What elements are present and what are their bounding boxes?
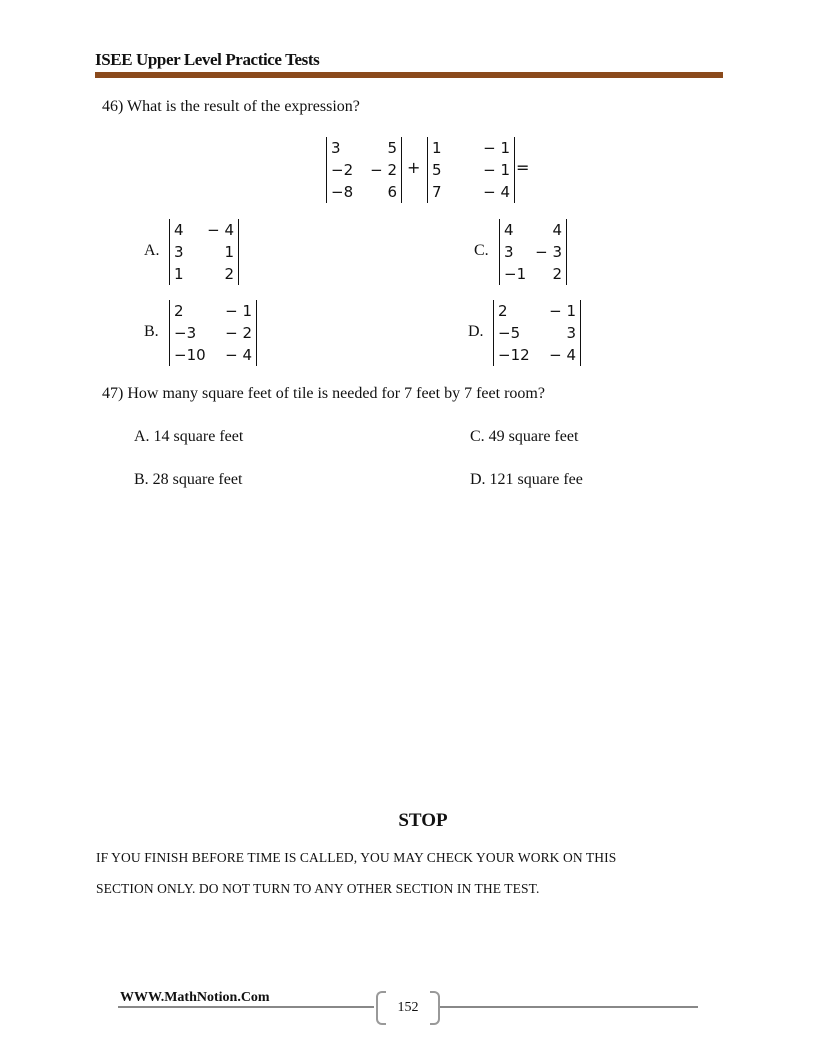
footer-site: WWW.MathNotion.Com bbox=[120, 990, 270, 1005]
matrix-cell: − 4 bbox=[549, 346, 576, 364]
question-47-prompt: 47) How many square feet of tile is needed for 7 feet by 7 feet room? bbox=[102, 385, 545, 402]
matrix-row bbox=[432, 137, 510, 159]
matrix-cell: 1 bbox=[224, 243, 234, 261]
plus-sign: + bbox=[407, 158, 421, 177]
matrix-row bbox=[174, 263, 234, 285]
matrix-cell: 3 bbox=[331, 139, 341, 157]
matrix-cell: 1 bbox=[174, 265, 184, 283]
matrix-cell: 4 bbox=[552, 221, 562, 239]
matrix-a bbox=[326, 137, 402, 203]
option-c-matrix bbox=[499, 219, 567, 285]
q47-option-b[interactable]: B. 28 square feet bbox=[134, 471, 243, 488]
matrix-row bbox=[331, 181, 397, 203]
matrix-cell: 7 bbox=[432, 183, 442, 201]
stop-notice-line-2: SECTION ONLY. DO NOT TURN TO ANY OTHER SECTION IN THE TEST. bbox=[96, 881, 540, 896]
matrix-row bbox=[174, 322, 252, 344]
matrix-row bbox=[331, 159, 397, 181]
matrix-row bbox=[498, 300, 576, 322]
matrix-row bbox=[174, 344, 252, 366]
matrix-cell: −1 bbox=[504, 265, 527, 283]
matrix-cell: 2 bbox=[224, 265, 234, 283]
stop-title: STOP bbox=[398, 810, 448, 831]
matrix-cell: 3 bbox=[174, 243, 184, 261]
matrix-cell: − 4 bbox=[225, 346, 252, 364]
equals-sign: = bbox=[516, 158, 530, 177]
q47-option-a[interactable]: A. 14 square feet bbox=[134, 428, 244, 445]
matrix-row bbox=[504, 263, 562, 285]
option-c-label[interactable]: C. bbox=[474, 242, 489, 259]
option-a-matrix bbox=[169, 219, 239, 285]
matrix-row bbox=[504, 219, 562, 241]
matrix-cell: − 1 bbox=[483, 161, 510, 179]
matrix-row bbox=[498, 344, 576, 366]
matrix-row bbox=[432, 159, 510, 181]
option-d-label[interactable]: D. bbox=[468, 323, 484, 340]
matrix-cell: − 1 bbox=[483, 139, 510, 157]
matrix-row bbox=[432, 181, 510, 203]
matrix-cell: 5 bbox=[432, 161, 442, 179]
header-title: ISEE Upper Level Practice Tests bbox=[95, 50, 320, 69]
matrix-cell: −3 bbox=[174, 324, 197, 342]
matrix-cell: − 1 bbox=[225, 302, 252, 320]
matrix-cell: 2 bbox=[552, 265, 562, 283]
option-a-label[interactable]: A. bbox=[144, 242, 160, 259]
q47-option-d[interactable]: D. 121 square fee bbox=[470, 471, 583, 488]
matrix-cell: 6 bbox=[387, 183, 397, 201]
header-rule bbox=[95, 72, 723, 78]
q47-option-c[interactable]: C. 49 square feet bbox=[470, 428, 579, 445]
matrix-cell: −10 bbox=[174, 346, 206, 364]
matrix-cell: 3 bbox=[566, 324, 576, 342]
footer-line-right bbox=[440, 1006, 698, 1008]
matrix-cell: − 2 bbox=[370, 161, 397, 179]
matrix-cell: − 1 bbox=[549, 302, 576, 320]
footer-line-left bbox=[118, 1006, 374, 1008]
matrix-cell: −2 bbox=[331, 161, 354, 179]
matrix-cell: −12 bbox=[498, 346, 530, 364]
matrix-cell: − 4 bbox=[483, 183, 510, 201]
matrix-cell: 5 bbox=[387, 139, 397, 157]
matrix-row bbox=[504, 241, 562, 263]
matrix-cell: −5 bbox=[498, 324, 521, 342]
matrix-cell: 2 bbox=[174, 302, 184, 320]
matrix-cell: 3 bbox=[504, 243, 514, 261]
matrix-cell: −8 bbox=[331, 183, 354, 201]
matrix-cell: 4 bbox=[504, 221, 514, 239]
matrix-cell: − 2 bbox=[225, 324, 252, 342]
stop-notice-line-1: IF YOU FINISH BEFORE TIME IS CALLED, YOU MAY CHECK YOUR WORK ON THIS bbox=[96, 850, 617, 865]
option-b-matrix bbox=[169, 300, 257, 366]
option-d-matrix bbox=[493, 300, 581, 366]
matrix-cell: 1 bbox=[432, 139, 442, 157]
page-number: 152 bbox=[397, 1000, 419, 1015]
matrix-cell: − 4 bbox=[207, 221, 234, 239]
matrix-row bbox=[174, 300, 252, 322]
matrix-cell: − 3 bbox=[535, 243, 562, 261]
question-46-prompt: 46) What is the result of the expression? bbox=[102, 98, 360, 115]
matrix-row bbox=[174, 219, 234, 241]
option-b-label[interactable]: B. bbox=[144, 323, 159, 340]
matrix-b bbox=[427, 137, 515, 203]
matrix-row bbox=[498, 322, 576, 344]
matrix-cell: 2 bbox=[498, 302, 508, 320]
matrix-row bbox=[174, 241, 234, 263]
matrix-row bbox=[331, 137, 397, 159]
matrix-cell: 4 bbox=[174, 221, 184, 239]
